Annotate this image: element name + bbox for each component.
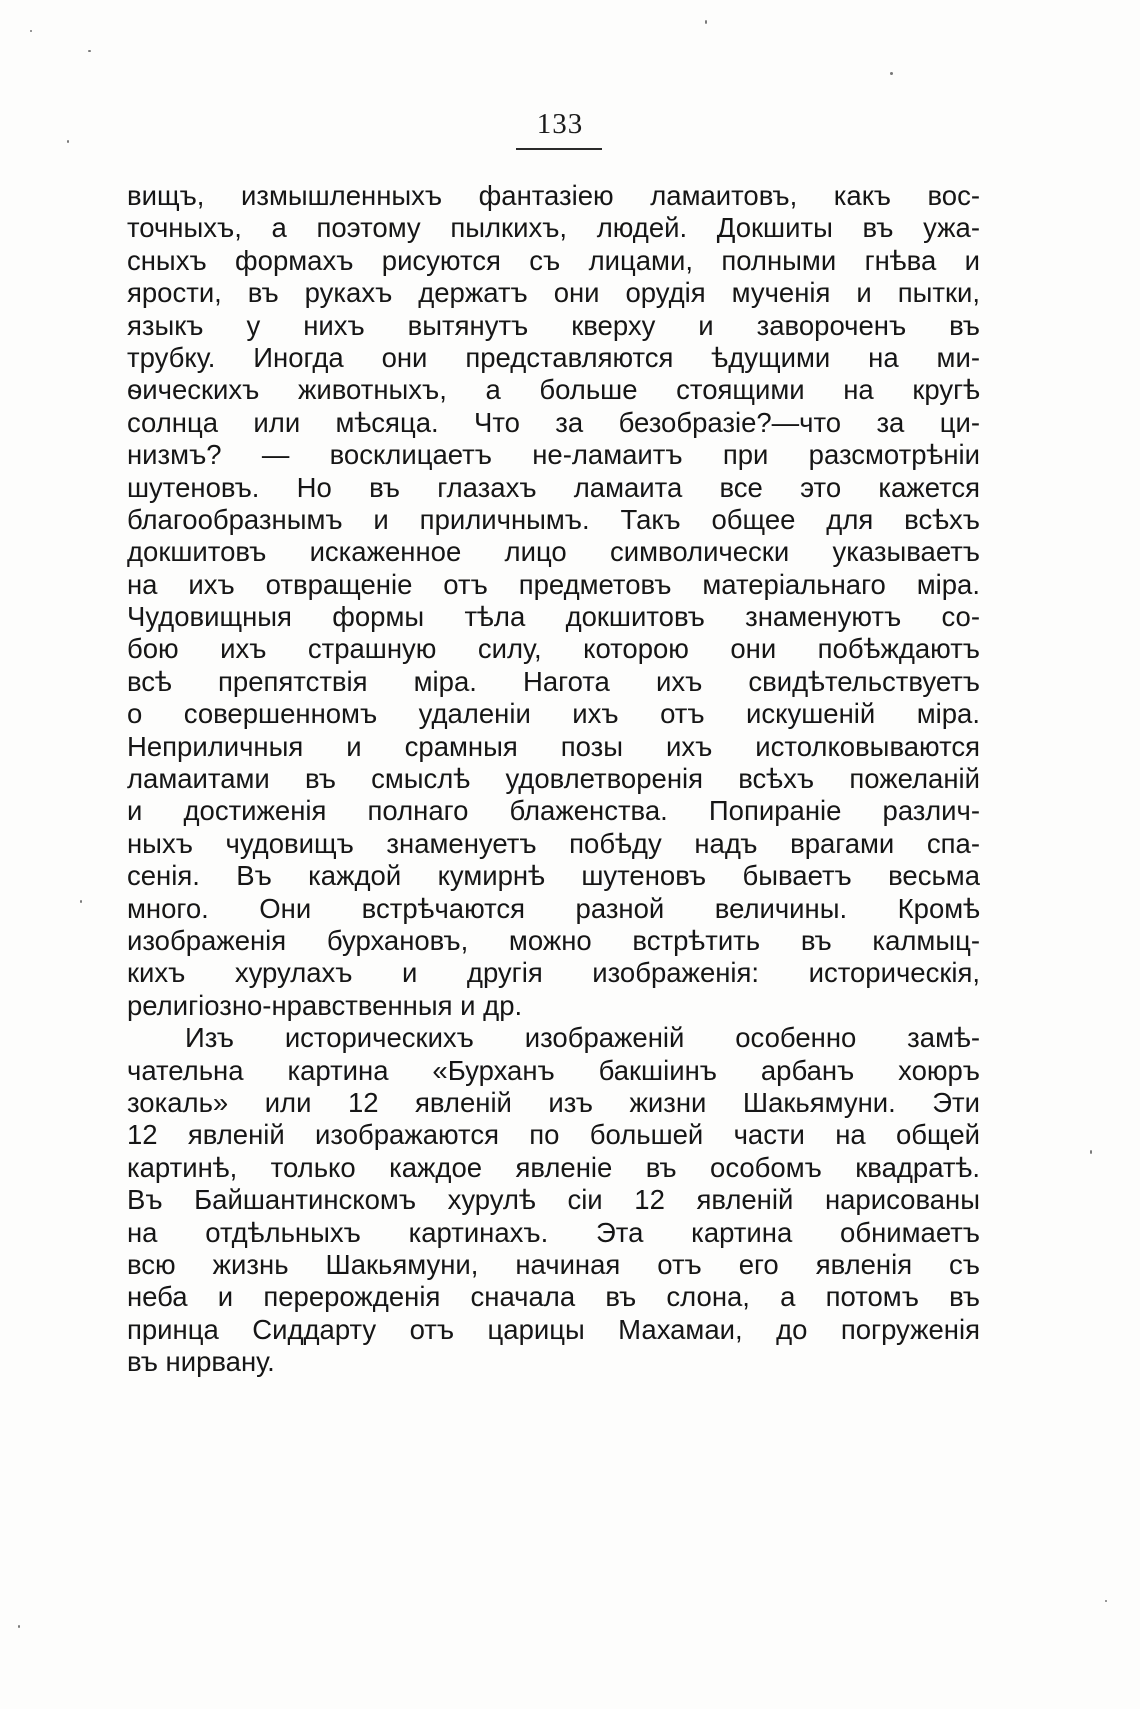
text-line: чательна картина «Бурханъ бакшіинъ арбанъ хоюръ (127, 1054, 980, 1086)
text-line: языкъ у нихъ вытянутъ кверху и завороченъ въ (127, 309, 980, 341)
text-line: зокаль» или 12 явленій изъ жизни Шакьямуни. Эти (127, 1086, 980, 1118)
text-line: Неприличныя и срамныя позы ихъ истолковываются (127, 730, 980, 762)
text-line: ламаитами въ смыслѣ удовлетворенія всѣхъ пожеланій (127, 763, 980, 795)
text-line: на отдѣльныхъ картинахъ. Эта картина обнимаетъ (127, 1216, 980, 1248)
text-line: трубку. Иногда они представляются ѣдущими на ми- (127, 341, 980, 373)
text-line: благообразнымъ и приличнымъ. Такъ общее для всѣхъ (127, 503, 980, 535)
paragraph-end-line: въ нирвану. (127, 1346, 275, 1378)
paper-speck (18, 1625, 20, 1628)
paper-speck (1105, 1600, 1107, 1602)
text-line: сенія. Въ каждой кумирнѣ шутеновъ бываетъ весьма (127, 860, 980, 892)
body-text (127, 180, 980, 1378)
text-line: и достиженія полнаго блаженства. Попираніе различ- (127, 795, 980, 827)
paper-speck (1090, 1150, 1092, 1154)
paper-speck (30, 30, 32, 32)
text-line: ныхъ чудовищъ знаменуетъ побѣду надъ врагами спа- (127, 827, 980, 859)
paper-speck (80, 900, 82, 903)
text-line: шутеновъ. Но въ глазахъ ламаита все это кажется (127, 471, 980, 503)
text-line: докшитовъ искаженное лицо символически указываетъ (127, 536, 980, 568)
text-line: всю жизнь Шакьямуни, начиная отъ его явленія съ (127, 1248, 980, 1280)
text-line: точныхъ, а поэтому пылкихъ, людей. Докшиты въ ужа- (127, 212, 980, 244)
text-line: ѳическихъ животныхъ, а больше стоящими на кругѣ (127, 374, 980, 406)
text-line: всѣ препятствія міра. Нагота ихъ свидѣтельствуетъ (127, 665, 980, 697)
text-line: картинѣ, только каждое явленіе въ особомъ квадратѣ. (127, 1151, 980, 1183)
text-line: на ихъ отвращеніе отъ предметовъ матеріальнаго міра. (127, 568, 980, 600)
paper-speck (705, 20, 707, 24)
paper-speck (88, 50, 91, 52)
text-line: 12 явленій изображаются по большей части на общей (127, 1119, 980, 1151)
page-number-rule (516, 148, 602, 150)
paper-speck (890, 72, 893, 75)
text-line: Въ Байшантинскомъ хурулѣ сіи 12 явленій нарисованы (127, 1184, 980, 1216)
text-line: о совершенномъ удаленіи ихъ отъ искушеній міра. (127, 698, 980, 730)
text-line: солнца или мѣсяца. Что за безобразіе?—что за ци- (127, 406, 980, 438)
text-line: неба и перерожденія сначала въ слона, а потомъ въ (127, 1281, 980, 1313)
text-line: изображенія бурхановъ, можно встрѣтить въ калмыц- (127, 924, 980, 956)
text-line: сныхъ формахъ рисуются съ лицами, полными гнѣва и (127, 244, 980, 276)
text-line: кихъ хурулахъ и другія изображенія: историческія, (127, 957, 980, 989)
paper-speck (67, 140, 69, 143)
text-line: ярости, въ рукахъ держатъ они орудія мученія и пытки, (127, 277, 980, 309)
text-line: Чудовищныя формы тѣла докшитовъ знаменуютъ со- (127, 601, 980, 633)
text-line: вищъ, измышленныхъ фантазіею ламаитовъ, какъ вос- (127, 180, 980, 211)
text-line: бою ихъ страшную силу, которою они побѣждаютъ (127, 633, 980, 665)
paragraph-start-line: Изъ историческихъ изображеній особенно замѣ- (185, 1022, 980, 1054)
text-line: много. Они встрѣчаются разной величины. Кромѣ (127, 892, 980, 924)
paragraph-end-line: религіозно-нравственныя и др. (127, 989, 523, 1021)
text-line: принца Сиддарту отъ царицы Махамаи, до погруженія (127, 1313, 980, 1345)
page-number: 133 (536, 108, 584, 140)
text-line: низмъ? — восклицаетъ не-ламаитъ при разсмотрѣніи (127, 439, 980, 471)
